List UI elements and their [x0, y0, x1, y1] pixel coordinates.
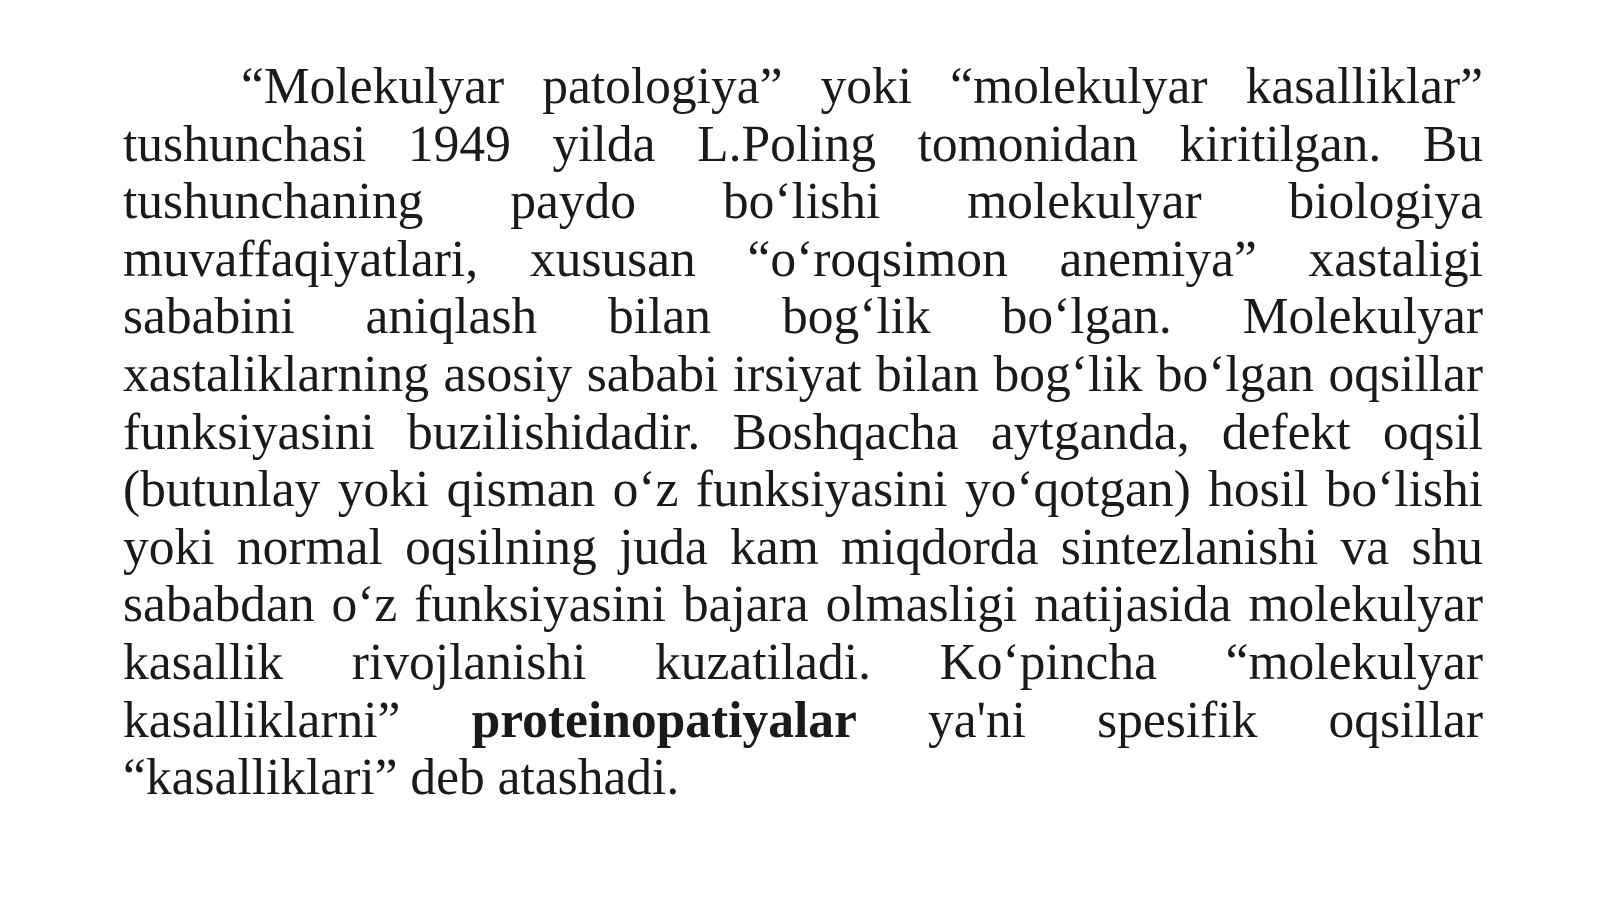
bold-term: proteinopatiyalar — [471, 691, 857, 749]
paragraph-text-start: “Molekulyar patologiya” yoki “molekulyar kasalliklar” tushunchasi 1949 yilda L.Poling tomonidan kiritilgan. Bu tushunchaning paydo bo‘lishi molekulyar biologiya muvaffaqiyatlari, xususan “o‘roqsimon anemiya” xastaligi sababini aniqlash bilan bog‘lik bo‘lgan. Molekulyar xastaliklarning asosiy sababi irsiyat bilan bog‘lik bo‘lgan oqsillar funksiyasini buzilishidadir. Boshqacha aytganda, defekt oqsil (butunlay yoki qisman o‘z funksiyasini yo‘qotgan) hosil bo‘lishi yoki normal oqsilning juda kam miqdorda sintezlanishi va shu sababdan o‘z funksiyasini bajara olmasligi natijasida molekulyar kasallik rivojlanishi kuzatiladi. Ko‘pincha “molekulyar kasalliklarni” — [123, 58, 1483, 749]
paragraph-text-end: ya'ni spesifik oqsillar “kasalliklari” deb atashadi. — [123, 691, 1483, 807]
body-paragraph — [123, 58, 1483, 807]
